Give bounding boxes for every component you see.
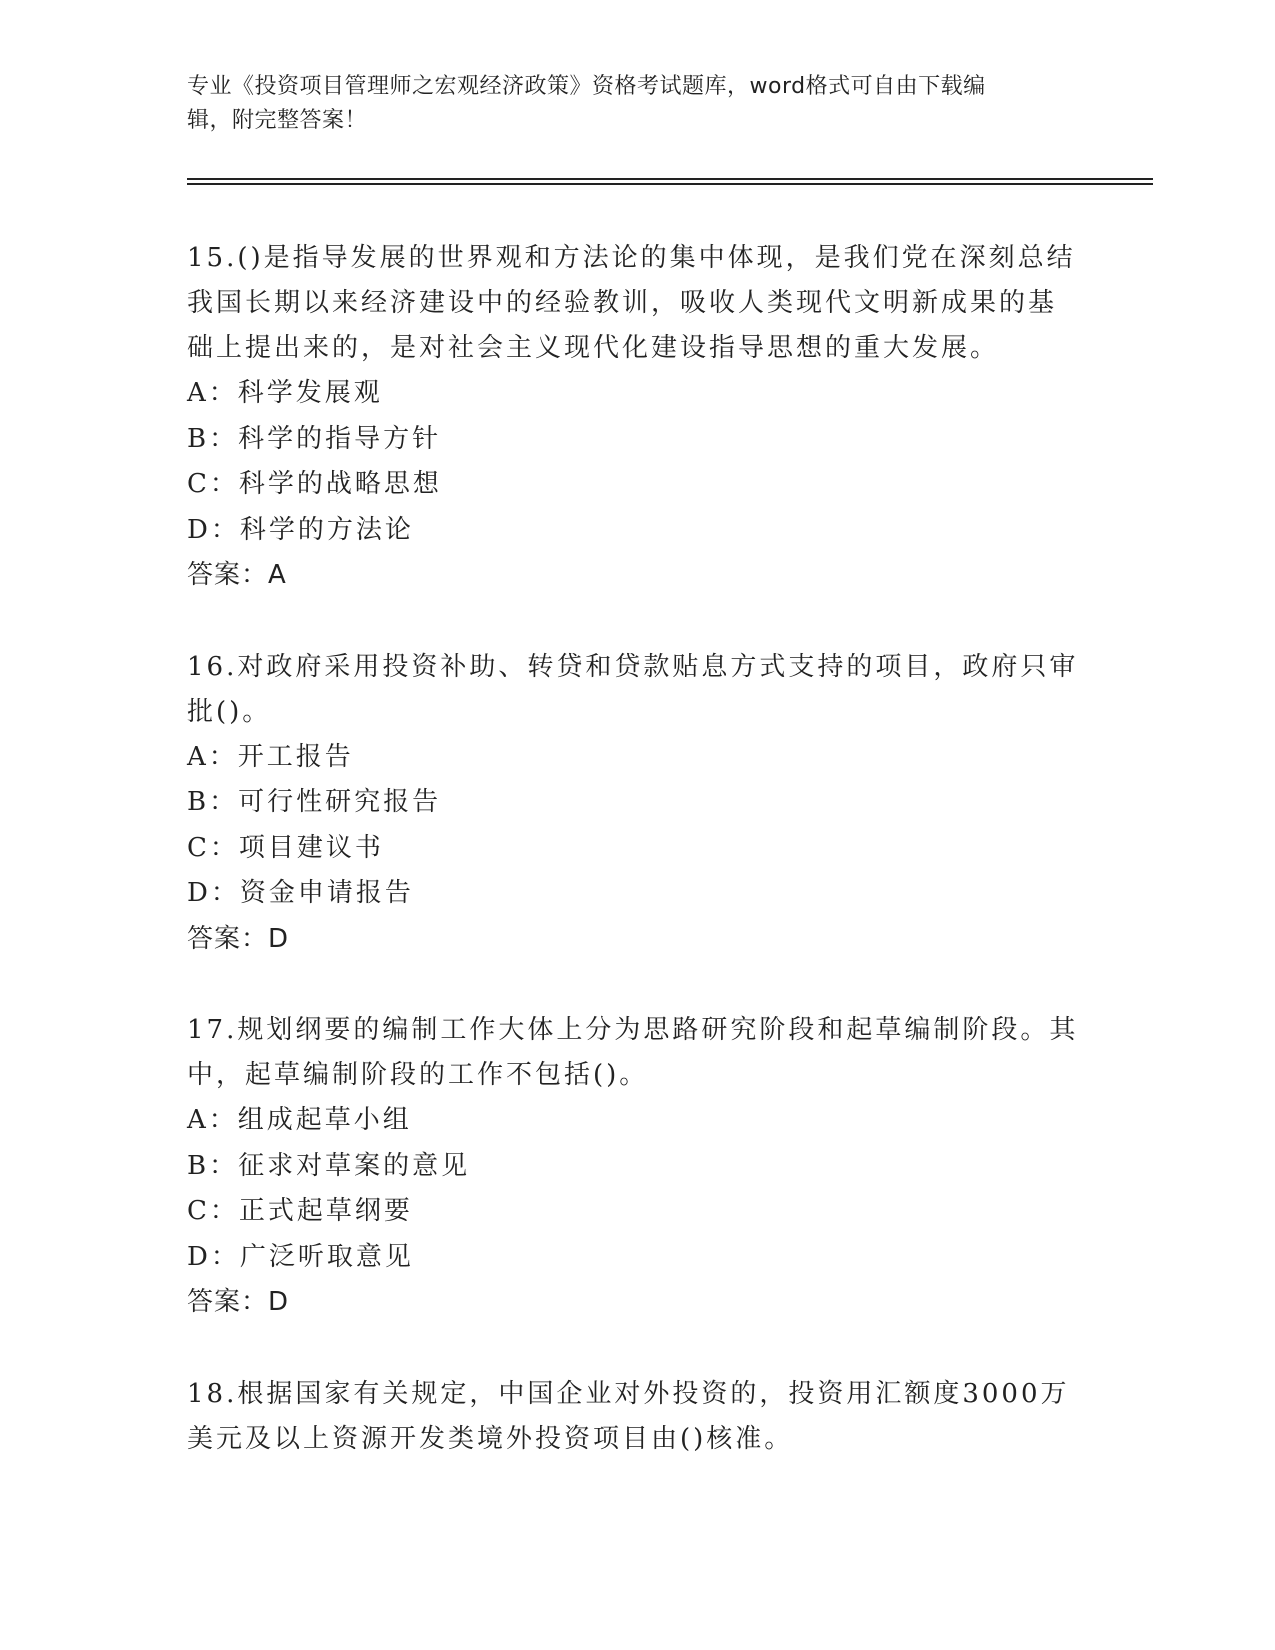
question-text-line: 17.规划纲要的编制工作大体上分为思路研究阶段和起草编制阶段。其: [187, 1015, 1079, 1045]
question-16: [187, 645, 1087, 963]
header-line-2: 辑，附完整答案！: [187, 108, 368, 133]
option-a: A：开工报告: [187, 741, 354, 772]
question-text-line: 础上提出来的，是对社会主义现代化建设指导思想的重大发展。: [187, 333, 1000, 363]
option-a: A：组成起草小组: [187, 1105, 412, 1135]
header-divider-top: [187, 178, 1153, 180]
option-d: D：资金申请报告: [187, 878, 414, 908]
option-c: C：正式起草纲要: [187, 1196, 413, 1226]
document-header: [187, 70, 1077, 138]
answer-label: 答案：D: [187, 923, 290, 954]
question-list: [187, 236, 1087, 1508]
option-b: B：科学的指导方针: [187, 423, 442, 454]
question-text-line: 15.()是指导发展的世界观和方法论的集中体现，是我们党在深刻总结: [187, 243, 1076, 273]
option-d: D：广泛听取意见: [187, 1241, 414, 1272]
answer-label: 答案：A: [187, 560, 287, 590]
question-text-line: 美元及以上资源开发类境外投资项目由()核准。: [187, 1423, 794, 1454]
question-text-line: 中，起草编制阶段的工作不包括()。: [187, 1060, 649, 1090]
option-b: B：可行性研究报告: [187, 787, 442, 817]
option-c: C：项目建议书: [187, 832, 384, 863]
question-text-line: 我国长期以来经济建设中的经验教训，吸收人类现代文明新成果的基: [187, 288, 1058, 318]
question-18: [187, 1372, 1087, 1462]
option-c: C：科学的战略思想: [187, 469, 442, 499]
question-15: [187, 236, 1087, 599]
question-text-line: 16.对政府采用投资补助、转贷和贷款贴息方式支持的项目，政府只审: [187, 651, 1079, 682]
option-d: D：科学的方法论: [187, 514, 414, 545]
question-text-line: 批()。: [187, 696, 272, 727]
answer-label: 答案：D: [187, 1287, 290, 1317]
option-a: A：科学发展观: [187, 378, 383, 408]
header-line-1: 专业《投资项目管理师之宏观经济政策》资格考试题库，word格式可自由下载编: [187, 74, 986, 99]
header-divider-bottom: [187, 183, 1153, 185]
question-text-line: 18.根据国家有关规定，中国企业对外投资的，投资用汇额度3000万: [187, 1378, 1070, 1409]
question-17: [187, 1008, 1087, 1326]
option-b: B：征求对草案的意见: [187, 1150, 471, 1181]
